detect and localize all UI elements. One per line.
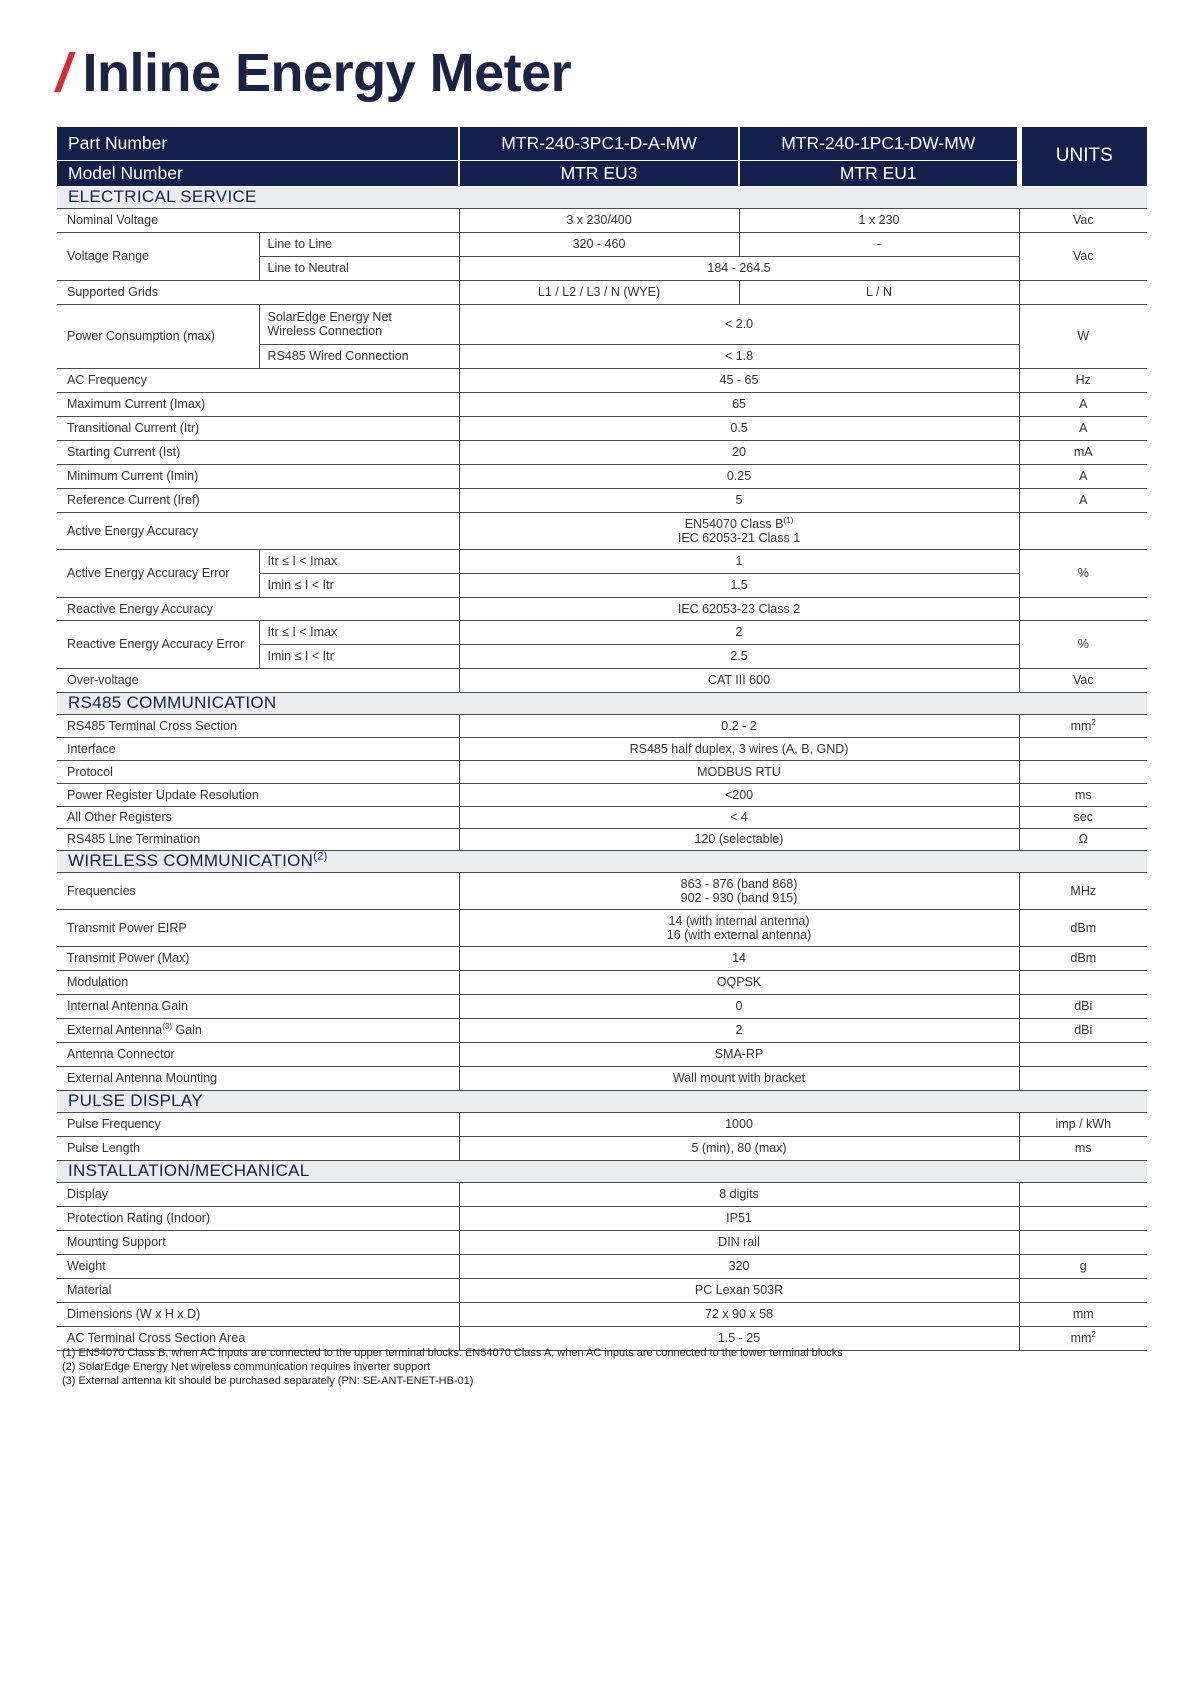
table-row bbox=[57, 416, 1147, 440]
section-title: PULSE DISPLAY bbox=[57, 1090, 1147, 1112]
cell-value: OQPSK bbox=[459, 970, 1019, 994]
row-label: Transmit Power (Max) bbox=[57, 946, 459, 970]
cell-value bbox=[459, 512, 1019, 549]
sub-label: Imin ≤ I < Itr bbox=[259, 644, 459, 668]
header-row-model-number bbox=[57, 160, 1147, 186]
cell-value: < 1.8 bbox=[459, 344, 1019, 368]
cell-value: MODBUS RTU bbox=[459, 760, 1019, 783]
cell-value: 65 bbox=[459, 392, 1019, 416]
table-row bbox=[57, 1018, 1147, 1042]
cell-value: 0.25 bbox=[459, 464, 1019, 488]
model-2: MTR EU1 bbox=[739, 160, 1019, 186]
cell-unit bbox=[1019, 597, 1147, 620]
cell-value: 1 x 230 bbox=[739, 208, 1019, 232]
table-row bbox=[57, 392, 1147, 416]
table-row bbox=[57, 440, 1147, 464]
section-rs485-communication bbox=[57, 692, 1147, 714]
table-row bbox=[57, 208, 1147, 232]
row-label: Power Consumption (max) bbox=[57, 304, 259, 368]
part-number-2: MTR-240-1PC1-DW-MW bbox=[739, 127, 1019, 160]
cell-value: 0.5 bbox=[459, 416, 1019, 440]
cell-value: SMA-RP bbox=[459, 1042, 1019, 1066]
section-electrical-service bbox=[57, 186, 1147, 208]
table-row bbox=[57, 1254, 1147, 1278]
cell-unit: mm bbox=[1019, 1302, 1147, 1326]
row-label: Reference Current (Iref) bbox=[57, 488, 459, 512]
row-label: RS485 Line Termination bbox=[57, 828, 459, 850]
cell-value: 3 x 230/400 bbox=[459, 208, 739, 232]
unit-text: mm bbox=[1070, 1331, 1092, 1345]
footnote-1: (1) EN54070 Class B, when AC inputs are connected to the upper terminal blocks. EN54070 Class A, when AC inputs are connected to the lower terminal blocks bbox=[62, 1347, 843, 1359]
cell-unit bbox=[1019, 1206, 1147, 1230]
table-row bbox=[57, 1302, 1147, 1326]
row-label: Active Energy Accuracy bbox=[57, 512, 459, 549]
unit-text: mm bbox=[1070, 718, 1092, 733]
cell-value: 1.5 bbox=[459, 573, 1019, 597]
section-title: INSTALLATION/MECHANICAL bbox=[57, 1160, 1147, 1182]
table-row bbox=[57, 1230, 1147, 1254]
cell-unit bbox=[1019, 1326, 1147, 1350]
table-row bbox=[57, 488, 1147, 512]
cell-unit bbox=[1019, 714, 1147, 737]
cell-unit: Ω bbox=[1019, 828, 1147, 850]
value-line: 14 (with internal antenna) bbox=[668, 913, 810, 928]
cell-unit: % bbox=[1019, 549, 1147, 597]
cell-unit bbox=[1019, 760, 1147, 783]
cell-value: Wall mount with bracket bbox=[459, 1066, 1019, 1090]
footnote-2: (2) SolarEdge Energy Net wireless communication requires inverter support bbox=[62, 1361, 431, 1373]
model-number-label: Model Number bbox=[57, 160, 459, 186]
table-row bbox=[57, 828, 1147, 850]
row-label: Dimensions (W x H x D) bbox=[57, 1302, 459, 1326]
row-label: Starting Current (Ist) bbox=[57, 440, 459, 464]
cell-unit: dBi bbox=[1019, 994, 1147, 1018]
cell-unit bbox=[1019, 512, 1147, 549]
value-line: 902 - 930 (band 915) bbox=[680, 890, 798, 905]
cell-unit: W bbox=[1019, 304, 1147, 368]
cell-value: 184 - 264.5 bbox=[459, 256, 1019, 280]
label-text: External Antenna bbox=[67, 1023, 163, 1037]
section-installation-mechanical bbox=[57, 1160, 1147, 1182]
sub-label: Line to Line bbox=[259, 232, 459, 256]
footnote-3: (3) External antenna kit should be purchased separately (PN: SE-ANT-ENET-HB-01) bbox=[62, 1375, 474, 1387]
cell-value: 320 bbox=[459, 1254, 1019, 1278]
cell-unit bbox=[1019, 1278, 1147, 1302]
cell-unit: dBm bbox=[1019, 909, 1147, 946]
table-row bbox=[57, 280, 1147, 304]
unit-superscript: 2 bbox=[1091, 717, 1096, 727]
cell-unit bbox=[1019, 1230, 1147, 1254]
row-label: Reactive Energy Accuracy bbox=[57, 597, 459, 620]
cell-unit: A bbox=[1019, 416, 1147, 440]
cell-value: 45 - 65 bbox=[459, 368, 1019, 392]
cell-value: L1 / L2 / L3 / N (WYE) bbox=[459, 280, 739, 304]
footnote-ref: (3) bbox=[162, 1021, 172, 1031]
cell-value: CAT III 600 bbox=[459, 668, 1019, 692]
table-row bbox=[57, 1182, 1147, 1206]
cell-unit: A bbox=[1019, 464, 1147, 488]
value-line: 863 - 876 (band 868) bbox=[680, 876, 798, 891]
row-label: Nominal Voltage bbox=[57, 208, 459, 232]
row-label: AC Frequency bbox=[57, 368, 459, 392]
section-wireless-communication bbox=[57, 850, 1147, 872]
cell-value: 14 bbox=[459, 946, 1019, 970]
cell-value: L / N bbox=[739, 280, 1019, 304]
model-1: MTR EU3 bbox=[459, 160, 739, 186]
footnote-ref: (1) bbox=[783, 515, 794, 525]
cell-unit bbox=[1019, 970, 1147, 994]
spec-table bbox=[57, 127, 1147, 1351]
row-label: Frequencies bbox=[57, 872, 459, 909]
value-line: IEC 62053-21 Class 1 bbox=[677, 530, 801, 545]
row-label: Display bbox=[57, 1182, 459, 1206]
sub-label: Imin ≤ I < Itr bbox=[259, 573, 459, 597]
cell-unit: MHz bbox=[1019, 872, 1147, 909]
cell-value: < 4 bbox=[459, 806, 1019, 828]
cell-value: PC Lexan 503R bbox=[459, 1278, 1019, 1302]
cell-unit: sec bbox=[1019, 806, 1147, 828]
title-slash: / bbox=[56, 43, 71, 103]
cell-value: 20 bbox=[459, 440, 1019, 464]
cell-unit: dBm bbox=[1019, 946, 1147, 970]
cell-value: IP51 bbox=[459, 1206, 1019, 1230]
row-label: Material bbox=[57, 1278, 459, 1302]
cell-value: 8 digits bbox=[459, 1182, 1019, 1206]
header-row-part-number bbox=[57, 127, 1147, 160]
cell-unit bbox=[1019, 280, 1147, 304]
section-title-text: WIRELESS COMMUNICATION bbox=[68, 851, 314, 870]
table-row bbox=[57, 1112, 1147, 1136]
table-row bbox=[57, 232, 1147, 256]
cell-value: 1 bbox=[459, 549, 1019, 573]
sub-label: RS485 Wired Connection bbox=[259, 344, 459, 368]
cell-value: 72 x 90 x 58 bbox=[459, 1302, 1019, 1326]
part-number-1: MTR-240-3PC1-D-A-MW bbox=[459, 127, 739, 160]
table-row bbox=[57, 1136, 1147, 1160]
cell-unit bbox=[1019, 1042, 1147, 1066]
table-row bbox=[57, 368, 1147, 392]
section-title: RS485 COMMUNICATION bbox=[57, 692, 1147, 714]
row-label: Antenna Connector bbox=[57, 1042, 459, 1066]
row-label: Reactive Energy Accuracy Error bbox=[57, 620, 259, 668]
cell-value: 2 bbox=[459, 620, 1019, 644]
section-title: ELECTRICAL SERVICE bbox=[57, 186, 1147, 208]
sub-label: Itr ≤ I < Imax bbox=[259, 549, 459, 573]
cell-value: 5 bbox=[459, 488, 1019, 512]
row-label: AC Terminal Cross Section Area bbox=[57, 1326, 459, 1350]
units-header: UNITS bbox=[1019, 127, 1147, 186]
table-row bbox=[57, 464, 1147, 488]
page-title bbox=[56, 42, 571, 104]
cell-value: <200 bbox=[459, 783, 1019, 806]
table-row bbox=[57, 512, 1147, 549]
row-label: Weight bbox=[57, 1254, 459, 1278]
cell-unit bbox=[1019, 1066, 1147, 1090]
cell-unit: Vac bbox=[1019, 232, 1147, 280]
cell-value: < 2.0 bbox=[459, 304, 1019, 344]
table-row bbox=[57, 909, 1147, 946]
sub-label: Line to Neutral bbox=[259, 256, 459, 280]
table-row bbox=[57, 1278, 1147, 1302]
row-label: Pulse Frequency bbox=[57, 1112, 459, 1136]
table-row bbox=[57, 946, 1147, 970]
table-row bbox=[57, 1066, 1147, 1090]
cell-unit: g bbox=[1019, 1254, 1147, 1278]
section-title bbox=[57, 850, 1147, 872]
row-label: Over-voltage bbox=[57, 668, 459, 692]
row-label: Active Energy Accuracy Error bbox=[57, 549, 259, 597]
cell-value: 1.5 - 25 bbox=[459, 1326, 1019, 1350]
cell-unit: ms bbox=[1019, 1136, 1147, 1160]
row-label: Interface bbox=[57, 737, 459, 760]
part-number-label: Part Number bbox=[57, 127, 459, 160]
table-row bbox=[57, 783, 1147, 806]
label-text: Gain bbox=[172, 1023, 202, 1037]
cell-value: DIN rail bbox=[459, 1230, 1019, 1254]
cell-value: 0 bbox=[459, 994, 1019, 1018]
value-line: 16 (with external antenna) bbox=[666, 927, 812, 942]
sub-label-line: SolarEdge Energy Net bbox=[267, 310, 392, 324]
unit-superscript: 2 bbox=[1091, 1329, 1096, 1339]
cell-value: - bbox=[739, 232, 1019, 256]
row-label: Pulse Length bbox=[57, 1136, 459, 1160]
row-label: All Other Registers bbox=[57, 806, 459, 828]
cell-value: IEC 62053-23 Class 2 bbox=[459, 597, 1019, 620]
row-label: Supported Grids bbox=[57, 280, 459, 304]
row-label: Protocol bbox=[57, 760, 459, 783]
row-label: External Antenna Mounting bbox=[57, 1066, 459, 1090]
sub-label: Itr ≤ I < Imax bbox=[259, 620, 459, 644]
sub-label-line: Wireless Connection bbox=[267, 324, 383, 338]
table-row bbox=[57, 714, 1147, 737]
table-row bbox=[57, 549, 1147, 573]
row-label: Transmit Power EIRP bbox=[57, 909, 459, 946]
table-row bbox=[57, 620, 1147, 644]
cell-unit: dBi bbox=[1019, 1018, 1147, 1042]
row-label: Power Register Update Resolution bbox=[57, 783, 459, 806]
cell-value bbox=[459, 909, 1019, 946]
table-row bbox=[57, 1206, 1147, 1230]
cell-value: 2 bbox=[459, 1018, 1019, 1042]
row-label: Protection Rating (Indoor) bbox=[57, 1206, 459, 1230]
footnote-ref: (2) bbox=[313, 850, 328, 863]
table-row bbox=[57, 760, 1147, 783]
cell-value: 120 (selectable) bbox=[459, 828, 1019, 850]
row-label: Internal Antenna Gain bbox=[57, 994, 459, 1018]
table-row bbox=[57, 597, 1147, 620]
cell-value: 1000 bbox=[459, 1112, 1019, 1136]
cell-unit: A bbox=[1019, 488, 1147, 512]
table-row bbox=[57, 737, 1147, 760]
table-row bbox=[57, 872, 1147, 909]
cell-unit: A bbox=[1019, 392, 1147, 416]
table-row bbox=[57, 994, 1147, 1018]
row-label: Modulation bbox=[57, 970, 459, 994]
row-label: RS485 Terminal Cross Section bbox=[57, 714, 459, 737]
row-label: Voltage Range bbox=[57, 232, 259, 280]
row-label: Mounting Support bbox=[57, 1230, 459, 1254]
footnotes bbox=[62, 1346, 843, 1388]
cell-unit: mA bbox=[1019, 440, 1147, 464]
cell-value: 0.2 - 2 bbox=[459, 714, 1019, 737]
cell-unit bbox=[1019, 1182, 1147, 1206]
value-line: EN54070 Class B bbox=[684, 516, 784, 531]
row-label bbox=[57, 1018, 459, 1042]
cell-unit: % bbox=[1019, 620, 1147, 668]
cell-value: 5 (min), 80 (max) bbox=[459, 1136, 1019, 1160]
table-row bbox=[57, 1042, 1147, 1066]
cell-value bbox=[459, 872, 1019, 909]
cell-unit: Vac bbox=[1019, 668, 1147, 692]
table-row bbox=[57, 970, 1147, 994]
cell-value: 2.5 bbox=[459, 644, 1019, 668]
sub-label bbox=[259, 304, 459, 344]
cell-value: 320 - 460 bbox=[459, 232, 739, 256]
cell-unit: Vac bbox=[1019, 208, 1147, 232]
cell-unit: Hz bbox=[1019, 368, 1147, 392]
cell-unit bbox=[1019, 737, 1147, 760]
title-text: Inline Energy Meter bbox=[82, 43, 572, 103]
section-pulse-display bbox=[57, 1090, 1147, 1112]
table-row bbox=[57, 304, 1147, 344]
row-label: Maximum Current (Imax) bbox=[57, 392, 459, 416]
cell-unit: imp / kWh bbox=[1019, 1112, 1147, 1136]
table-row bbox=[57, 806, 1147, 828]
row-label: Transitional Current (Itr) bbox=[57, 416, 459, 440]
cell-unit: ms bbox=[1019, 783, 1147, 806]
table-row bbox=[57, 668, 1147, 692]
cell-value: RS485 half duplex, 3 wires (A, B, GND) bbox=[459, 737, 1019, 760]
row-label: Minimum Current (Imin) bbox=[57, 464, 459, 488]
